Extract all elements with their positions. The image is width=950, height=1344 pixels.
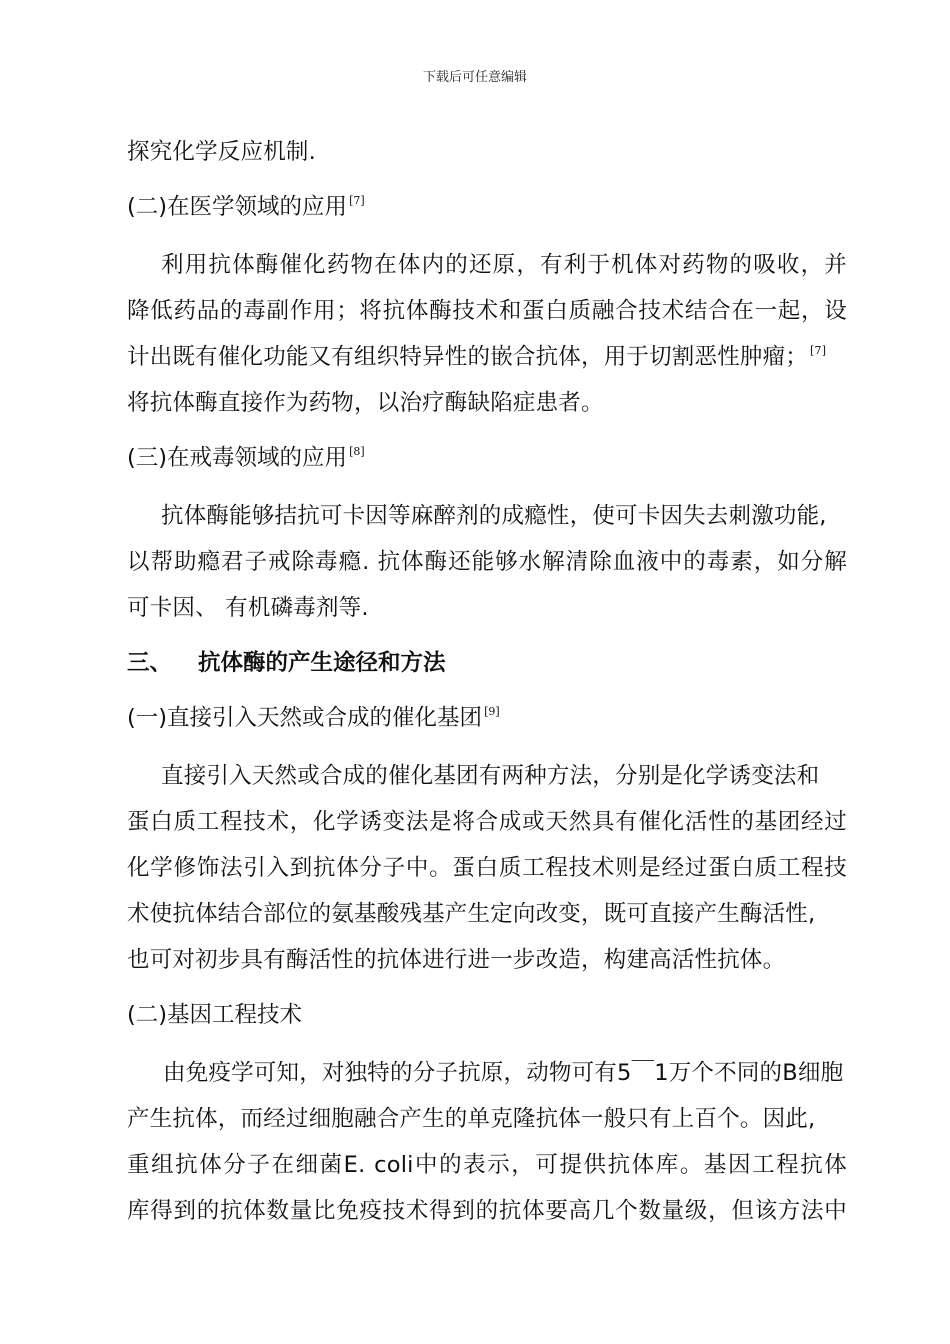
page-header: 下载后可任意编辑 bbox=[422, 70, 527, 85]
paragraph-line-text: 计出既有催化功能又有组织特异性的嵌合抗体，用于切割恶性肿瘤； bbox=[127, 344, 809, 370]
paragraph-line: 抗体酶能够拮抗可卡因等麻醉剂的成瘾性，使可卡因失去刺激功能, bbox=[161, 503, 827, 529]
paragraph-line: 利用抗体酶催化药物在体内的还原，有利于机体对药物的吸收，并 bbox=[161, 252, 847, 278]
paragraph-drug-rehab bbox=[127, 501, 847, 623]
paragraph-tail: 探究化学反应机制. bbox=[127, 139, 316, 165]
paragraph-line: 可卡因、 有机磷毒剂等. bbox=[127, 595, 369, 621]
subheading-genetic-engineering: (二)基因工程技术 bbox=[127, 1002, 303, 1028]
paragraph-line: 也可对初步具有酶活性的抗体进行进一步改造，构建高活性抗体。 bbox=[127, 947, 786, 973]
section-number: 三、 bbox=[127, 650, 173, 676]
subheading-medical bbox=[127, 192, 847, 222]
paragraph-medical bbox=[127, 250, 847, 418]
paragraph-line: 直接引入天然或合成的催化基团有两种方法，分别是化学诱变法和 bbox=[161, 763, 820, 789]
paragraph-line: 化学修饰法引入到抗体分子中。蛋白质工程技术则是经过蛋白质工程技 bbox=[127, 855, 847, 881]
paragraph-genetic-engineering bbox=[127, 1058, 847, 1226]
paragraph-line bbox=[127, 342, 847, 372]
paragraph-catalytic-groups bbox=[127, 761, 847, 975]
paragraph-line: 蛋白质工程技术，化学诱变法是将合成或天然具有催化活性的基团经过 bbox=[127, 809, 847, 835]
subheading-catalytic-groups-text: (一)直接引入天然或合成的催化基团 bbox=[127, 705, 483, 731]
paragraph-line: 以帮助瘾君子戒除毒瘾. 抗体酶还能够水解清除血液中的毒素，如分解 bbox=[127, 549, 847, 575]
section-heading bbox=[127, 648, 847, 678]
subheading-drug-rehab-text: (三)在戒毒领域的应用 bbox=[127, 445, 348, 471]
citation-ref: [8] bbox=[349, 445, 365, 458]
subheading-medical-text: (二)在医学领域的应用 bbox=[127, 194, 348, 220]
subheading-catalytic-groups bbox=[127, 703, 847, 733]
paragraph-line: 重组抗体分子在细菌E. coli中的表示，可提供抗体库。基因工程抗体 bbox=[127, 1152, 847, 1178]
paragraph-line: 由免疫学可知，对独特的分子抗原，动物可有5￣1万个不同的B细胞 bbox=[163, 1060, 844, 1086]
document-body bbox=[127, 128, 847, 1226]
paragraph-line: 将抗体酶直接作为药物，以治疗酶缺陷症患者。 bbox=[127, 390, 604, 416]
paragraph-line: 库得到的抗体数量比免疫技术得到的抗体要高几个数量级，但该方法中 bbox=[127, 1198, 847, 1224]
citation-ref: [9] bbox=[484, 705, 500, 718]
paragraph-line: 术使抗体结合部位的氨基酸残基产生定向改变，既可直接产生酶活性, bbox=[127, 901, 816, 927]
paragraph-line: 降低药品的毒副作用；将抗体酶技术和蛋白质融合技术结合在一起，设 bbox=[127, 298, 847, 324]
section-title: 抗体酶的产生途径和方法 bbox=[198, 650, 446, 676]
citation-ref: [7] bbox=[349, 194, 365, 207]
citation-ref: [7] bbox=[810, 344, 827, 357]
subheading-drug-rehab bbox=[127, 443, 847, 473]
paragraph-line: 产生抗体，而经过细胞融合产生的单克隆抗体一般只有上百个。因此, bbox=[127, 1106, 816, 1132]
